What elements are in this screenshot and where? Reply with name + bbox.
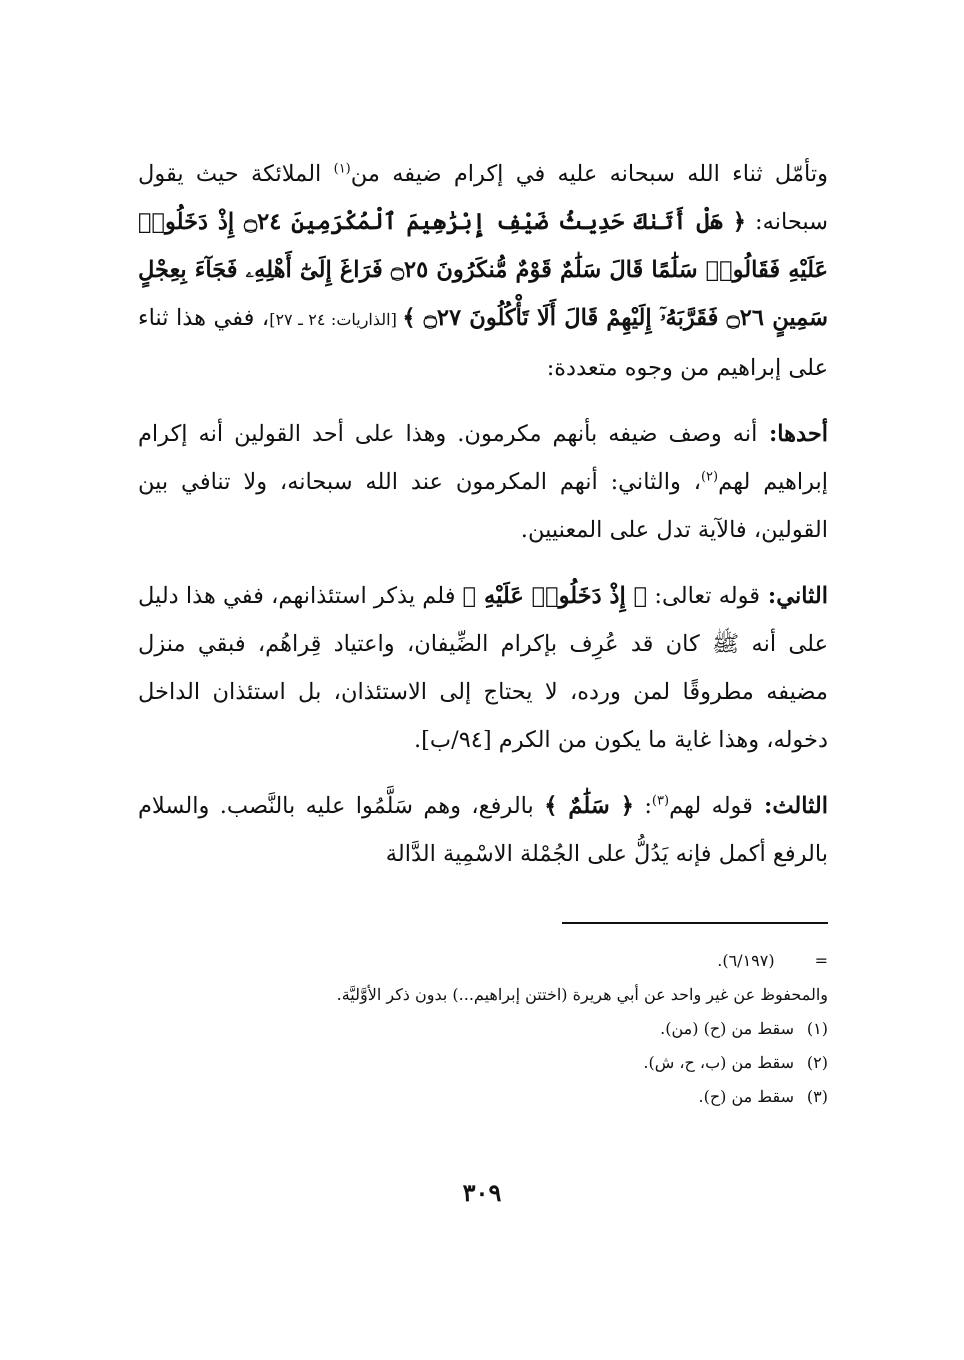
footnote-text: سقط من (ب، ح، ش). [643, 1053, 794, 1072]
text-run: وتأمّل ثناء الله سبحانه عليه في إكرام ضيفه من [350, 161, 829, 187]
quran-verse: ﴿ هَلْ أَتَىٰكَ حَدِيثُ ضَيْفِ إِبْرَٰهِيمَ ٱلْمُكْرَمِينَ ۝٢٤ إِذْ دَخَلُوا۟ عَلَيْهِ فَقَالُوا۟ سَلَٰمًا قَالَ سَلَٰمٌ قَوْمٌ مُّنكَرُونَ ۝٢٥ فَرَاغَ إِلَىٰٓ أَهْلِهِۦ فَجَآءَ بِعِجْلٍ سَمِينٍ ۝٢٦ فَقَرَّبَهُۥٓ إِلَيْهِمْ قَالَ أَلَا تَأْكُلُونَ ۝٢٧ ﴾ [138, 209, 828, 331]
text-run: ، والثاني: أنهم المكرمون عند الله سبحانه، ولا تنافي بين القولين، فالآية تدل على المعنيين. [138, 469, 828, 543]
text-run: الملائكة حيث يقول سبحانه: [138, 161, 828, 235]
text-run: قوله لهم [669, 793, 753, 819]
footnote-number: (٢) [806, 1053, 828, 1072]
paragraph-heading: الثالث: [752, 793, 829, 819]
verse-reference: [الذاريات: ٢٤ ـ ٢٧] [269, 310, 403, 329]
continuation-ref: (٦/١٩٧). [717, 951, 775, 970]
footnote-continuation-text: والمحفوظ عن غير واحد عن أبي هريرة (اختتن إبراهيم...) بدون ذكر الأوَّليَّة. [336, 985, 828, 1004]
footnote-continuation [138, 944, 828, 978]
paragraph-heading: الثاني: [760, 583, 828, 609]
footnote-separator [562, 922, 828, 924]
text-run: فلم يذكر استئذانهم، ففي هذا دليل على أنه ﷺ كان قد عُرِف بإكرام الضِّيفان، واعتياد قِراهُم، فبقي منزل مضيفه مطروقًا لمن ورده، لا يحتاج إلى الاستئذان، بل استئذان الداخل دخوله، وهذا غاية ما يكون من الكرم [٩٤/ب]. [138, 583, 828, 753]
text-run: ، ففي هذا ثناء على إبراهيم من وجوه متعددة: [138, 305, 828, 381]
footnote-text: سقط من (ح). [698, 1087, 794, 1106]
page-number: ٣٠٩ [462, 1178, 502, 1207]
footnote-item [138, 1012, 828, 1046]
footnote-number: (٣) [806, 1087, 828, 1106]
text-run: قوله تعالى: [647, 583, 761, 609]
paragraph-intro [138, 150, 828, 392]
paragraph-third [138, 782, 828, 878]
text-run: بالرفع، وهم سَلَّمُوا عليه بالنَّصب. والسلام بالرفع أكمل فإنه يَدُلُّ على الجُمْلة الاسْمِية الدَّالة [138, 793, 828, 867]
continuation-mark: = [814, 951, 828, 970]
paragraph-first [138, 410, 828, 554]
text-run: أنه وصف ضيفه بأنهم مكرمون. وهذا على أحد القولين أنه إكرام إبراهيم لهم [138, 421, 828, 495]
footnote-marker: (١) [333, 161, 351, 177]
footnote-item [138, 1046, 828, 1080]
paragraph-heading: أحدها: [757, 421, 828, 447]
text-run: : [633, 793, 652, 819]
quran-verse: ﴿ سَلَٰمٌ ﴾ [544, 793, 634, 819]
main-text [138, 150, 828, 878]
footnote-item [138, 1080, 828, 1114]
footnote-marker: (٢) [700, 469, 719, 485]
footnotes [138, 944, 828, 1114]
quran-verse: ﴿ إِذْ دَخَلُوا۟ عَلَيْهِ ﴾ [462, 583, 648, 609]
footnote-text: سقط من (ح) (من). [660, 1019, 794, 1038]
footnote-marker: (٣) [651, 793, 670, 809]
paragraph-second [138, 572, 828, 764]
footnote-number: (١) [806, 1019, 828, 1038]
